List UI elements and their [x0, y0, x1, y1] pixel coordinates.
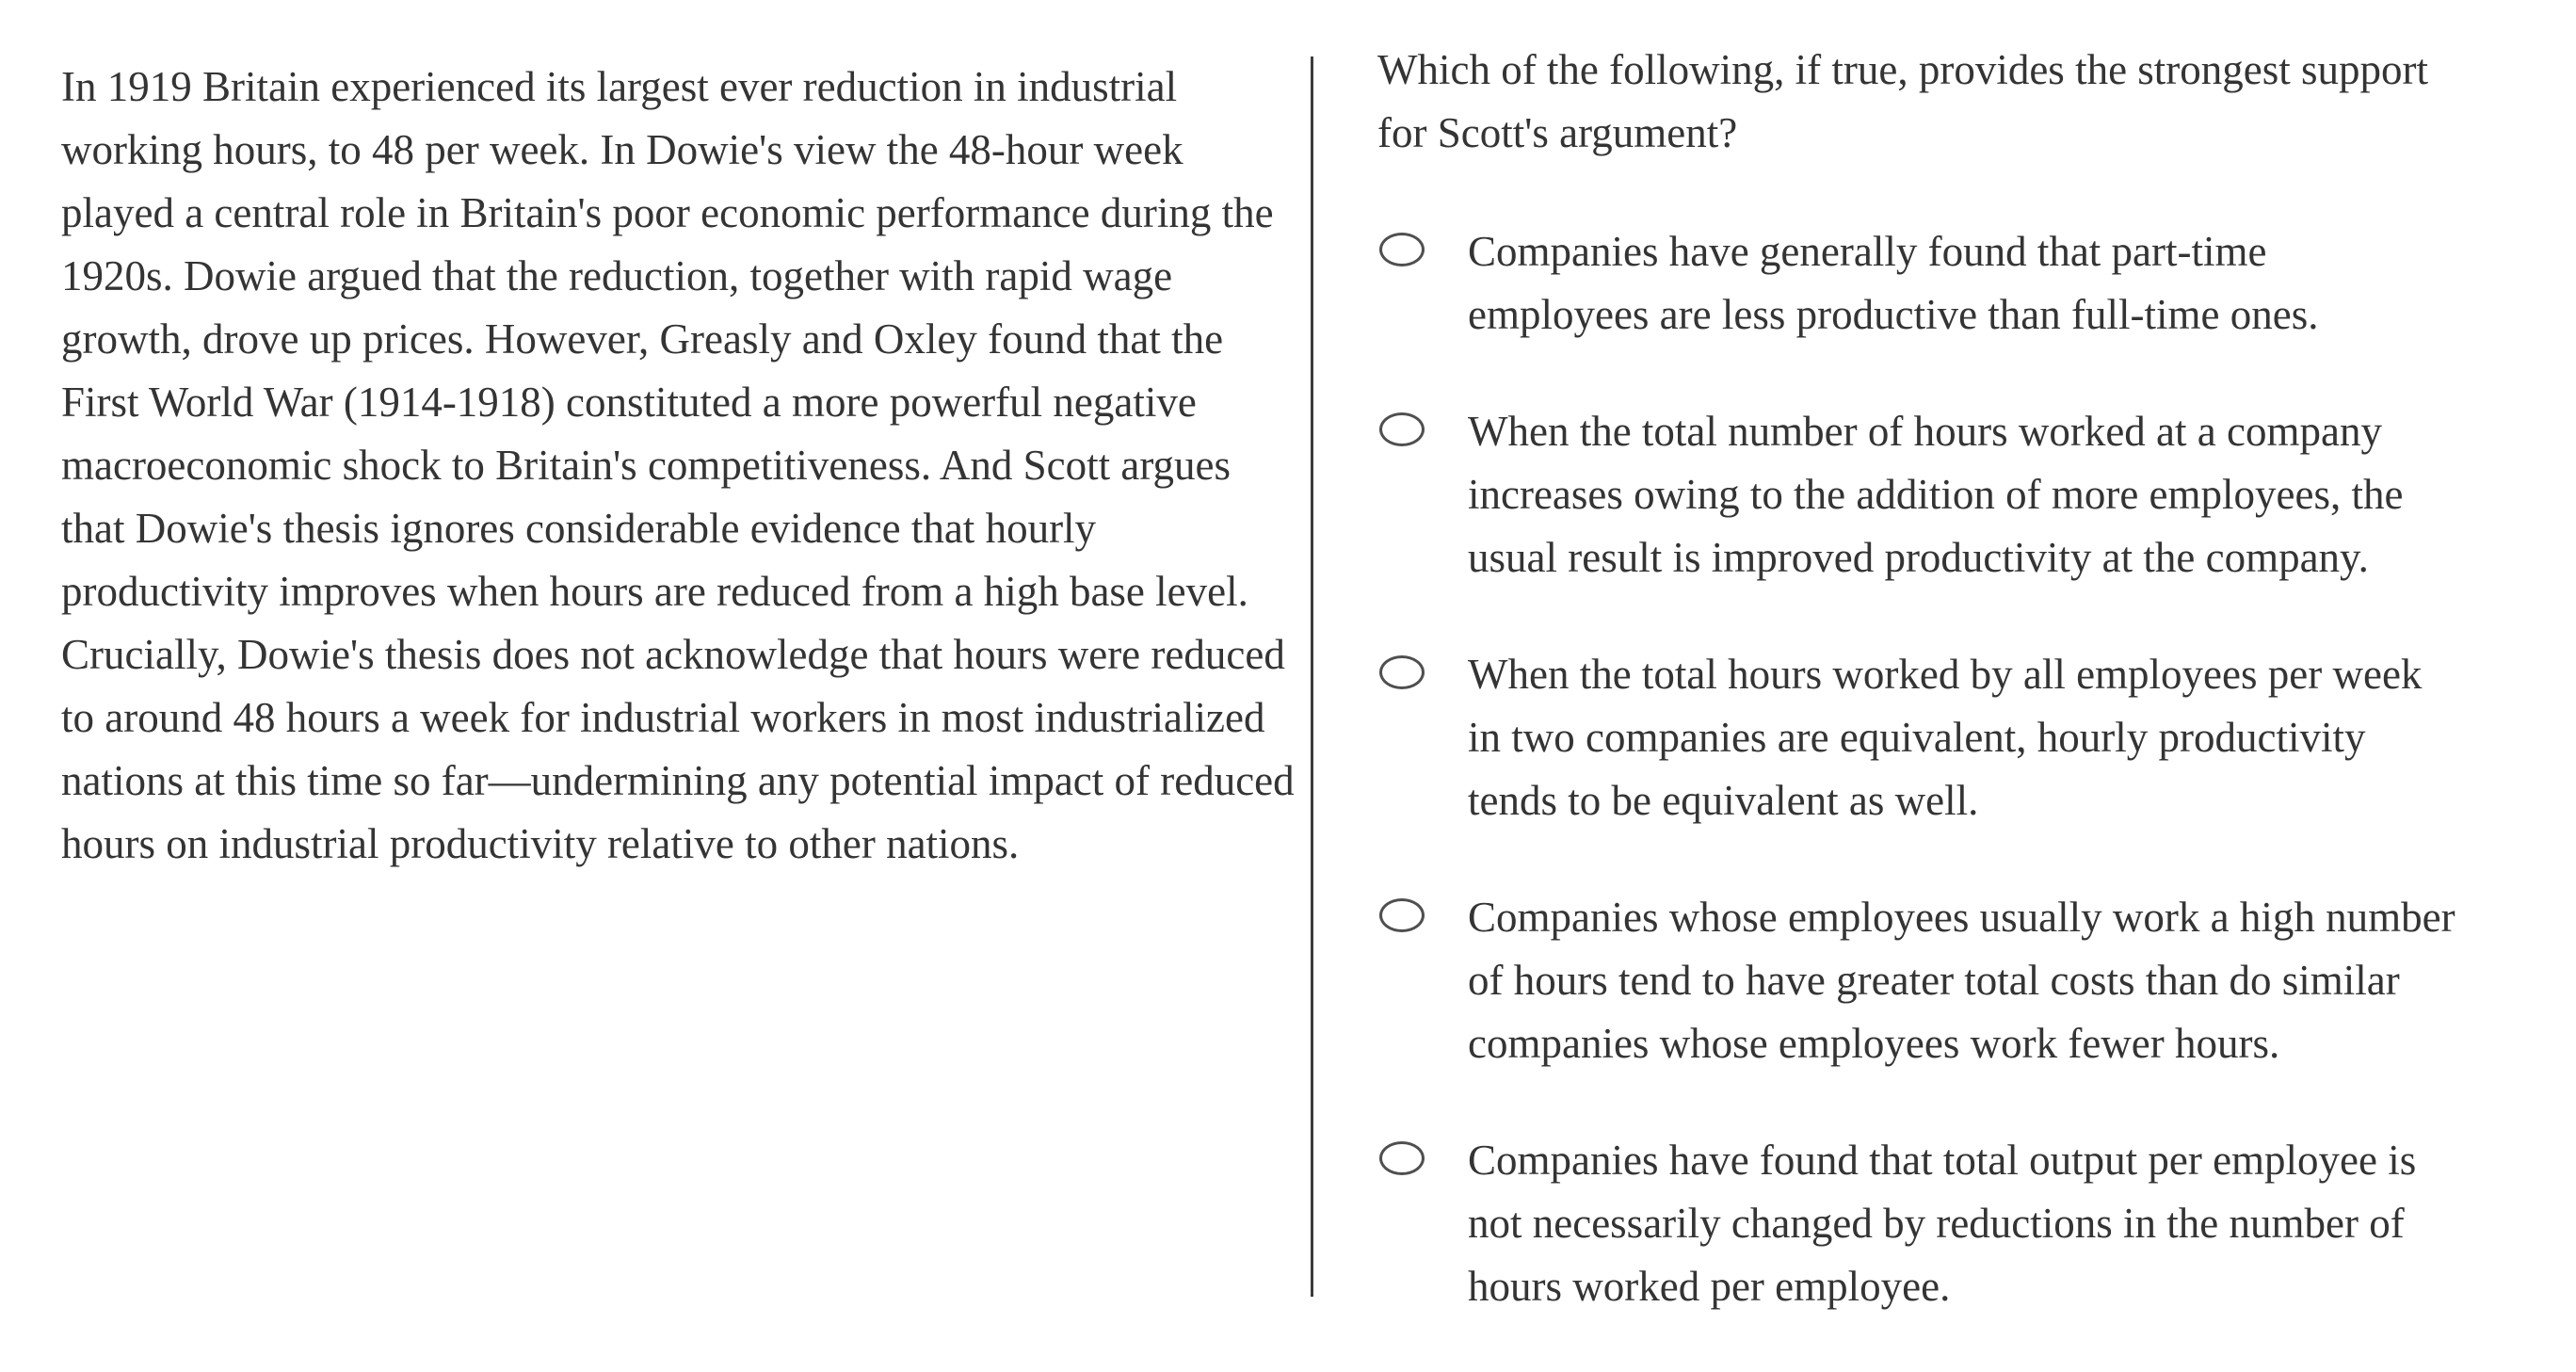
option-row-4[interactable] — [1377, 886, 2517, 1075]
passage-panel — [61, 56, 1295, 876]
radio-button[interactable] — [1379, 898, 1425, 932]
radio-button[interactable] — [1379, 1141, 1425, 1175]
options-list — [1377, 220, 2517, 1318]
option-label[interactable]: When the total number of hours worked at a company increases owing to the addition of more employees, the usual result is improved productivity at the company. — [1468, 408, 2404, 581]
option-row-2[interactable] — [1377, 400, 2517, 589]
question-prompt: Which of the following, if true, provides the strongest support for Scott's argument? — [1377, 46, 2429, 156]
passage-text: In 1919 Britain experienced its largest ever reduction in industrial working hours, to 48 per week. In Dowie's view the 48-hour week played a central role in Britain's poor economic performance during the 1920s. Dowie argued that the reduction, together with rapid wage growth, drove up prices. However, Greasly and Oxley found that the First World War (1914-1918) constituted a more powerful negative macroeconomic shock to Britain's competitiveness. And Scott argues that Dowie's thesis ignores considerable evidence that hourly productivity improves when hours are reduced from a high base level. Crucially, Dowie's thesis does not acknowledge that hours were reduced to around 48 hours a week for industrial workers in most industrialized nations at this time so far—undermining any potential impact of reduced hours on industrial productivity relative to other nations. — [61, 63, 1295, 867]
option-row-5[interactable] — [1377, 1129, 2517, 1318]
panel-divider — [1311, 56, 1313, 1297]
option-label[interactable]: Companies whose employees usually work a high number of hours tend to have greater total costs than do similar companies whose employees work fewer hours. — [1468, 894, 2455, 1067]
radio-button[interactable] — [1379, 233, 1425, 266]
radio-button[interactable] — [1379, 655, 1425, 689]
option-label[interactable]: When the total hours worked by all employees per week in two companies are equivalent, hourly productivity tends to be equivalent as well. — [1468, 651, 2423, 824]
option-label[interactable]: Companies have generally found that part-time employees are less productive than full-time ones. — [1468, 228, 2319, 338]
option-row-1[interactable] — [1377, 220, 2517, 347]
option-label[interactable]: Companies have found that total output per employee is not necessarily changed by reductions in the number of hours worked per employee. — [1468, 1137, 2417, 1310]
radio-button[interactable] — [1379, 412, 1425, 446]
option-row-3[interactable] — [1377, 643, 2517, 832]
question-panel — [1377, 39, 2517, 1372]
